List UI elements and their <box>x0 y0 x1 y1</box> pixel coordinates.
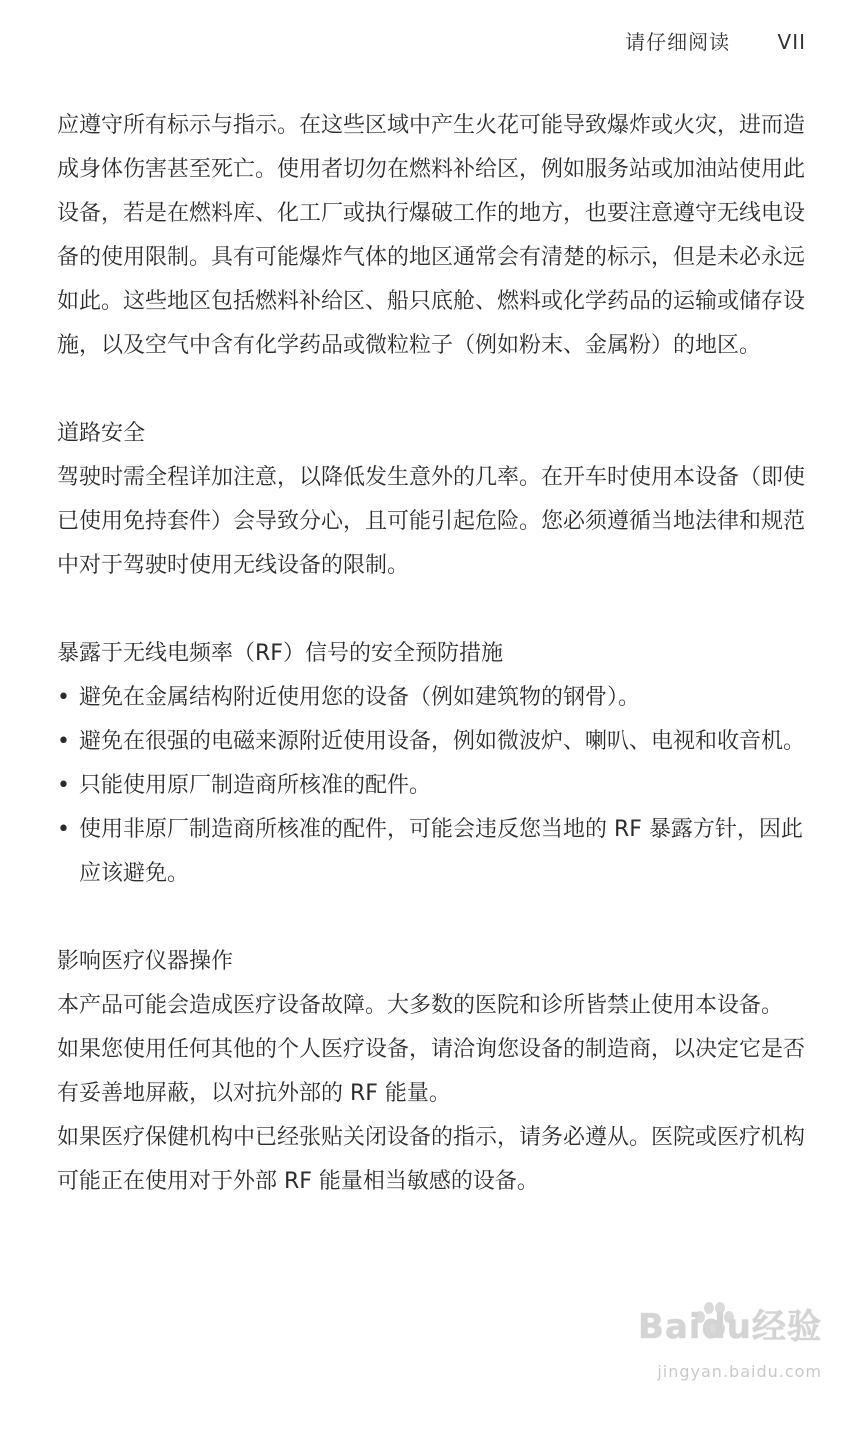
medical-paragraph: 如果医疗保健机构中已经张贴关闭设备的指示，请务必遵从。医院或医疗机构可能正在使用对于外部 RF 能量相当敏感的设备。 <box>57 1125 806 1194</box>
rf-exposure-heading: 暴露于无线电频率（RF）信号的安全预防措施 <box>57 641 503 666</box>
header-title: 请仔细阅读 <box>625 30 731 54</box>
section-spacer <box>57 588 807 632</box>
baidu-watermark <box>622 1299 822 1389</box>
road-safety-heading: 道路安全 <box>57 421 146 446</box>
rf-exposure-list <box>57 676 807 896</box>
watermark-logo: Baidu经验 <box>637 1307 822 1347</box>
medical-paragraph: 本产品可能会造成医疗设备故障。大多数的医院和诊所皆禁止使用本设备。 <box>57 993 784 1018</box>
section-spacer <box>57 896 807 940</box>
list-item: • 避免在金属结构附近使用您的设备（例如建筑物的钢骨）。 <box>57 676 807 720</box>
list-item: • 避免在很强的电磁来源附近使用设备，例如微波炉、喇叭、电视和收音机。 <box>57 720 807 764</box>
list-item: • 只能使用原厂制造商所核准的配件。 <box>57 764 807 808</box>
road-safety-paragraph: 驾驶时需全程详加注意，以降低发生意外的几率。在开车时使用本设备（即使已使用免持套件）会导致分心，且可能引起危险。您必须遵循当地法律和规范中对于驾驶时使用无线设备的限制。 <box>57 465 806 578</box>
watermark-url: jingyan.baidu.com <box>657 1362 822 1381</box>
medical-paragraph: 如果您使用任何其他的个人医疗设备，请洽询您设备的制造商，以决定它是否有妥善地屏蔽，以对抗外部的 RF 能量。 <box>57 1037 806 1106</box>
medical-heading: 影响医疗仪器操作 <box>57 949 234 974</box>
list-item: • 使用非原厂制造商所核准的配件，可能会违反您当地的 RF 暴露方针，因此应该避免。 <box>57 808 807 896</box>
section-spacer <box>57 368 807 412</box>
intro-paragraph: 应遵守所有标示与指示。在这些区域中产生火花可能导致爆炸或火灾，进而造成身体伤害甚至死亡。使用者切勿在燃料补给区，例如服务站或加油站使用此设备，若是在燃料库、化工厂或执行爆破工作的地方，也要注意遵守无线电设备的使用限制。具有可能爆炸气体的地区通常会有清楚的标示，但是未必永远如此。这些地区包括燃料补给区、船只底舱、燃料或化学药品的运输或储存设施，以及空气中含有化学药品或微粒粒子（例如粉末、金属粉）的地区。 <box>57 113 806 358</box>
document-body <box>57 104 807 1204</box>
page-number: VII <box>777 30 806 54</box>
page-header <box>625 26 806 55</box>
